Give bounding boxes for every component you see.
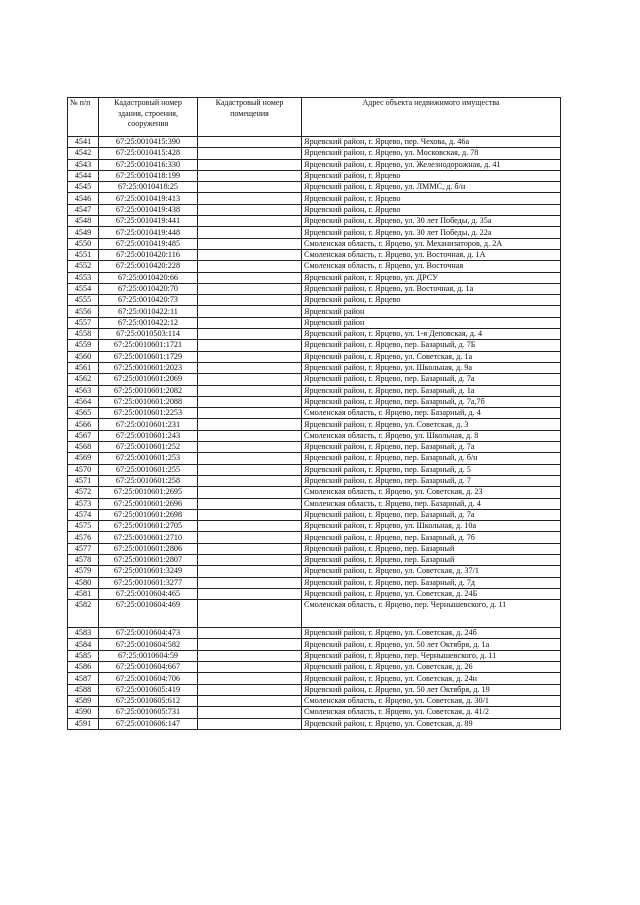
property-address: Ярцевский район, г. Ярцево, ул. Советская, д. 24б xyxy=(302,628,561,639)
building-cadastral-number: 67:25:0010416:330 xyxy=(99,159,198,170)
row-number: 4551 xyxy=(68,249,99,260)
building-cadastral-number: 67:25:0010415:390 xyxy=(99,137,198,148)
property-address: Смоленская область, г. Ярцево, пер. Базарный, д. 4 xyxy=(302,498,561,509)
building-cadastral-number: 67:25:0010604:667 xyxy=(99,662,198,673)
row-number: 4582 xyxy=(68,600,99,628)
table-row xyxy=(68,532,561,543)
row-number: 4573 xyxy=(68,498,99,509)
table-row xyxy=(68,718,561,729)
room-cadastral-number xyxy=(198,577,302,588)
property-address: Ярцевский район, г. Ярцево, ул. Школьная, д. 10а xyxy=(302,521,561,532)
table-row xyxy=(68,148,561,159)
property-address: Ярцевский район, г. Ярцево, ул. Восточная, д. 1а xyxy=(302,283,561,294)
row-number: 4560 xyxy=(68,351,99,362)
room-cadastral-number xyxy=(198,148,302,159)
building-cadastral-number: 67:25:0010419:448 xyxy=(99,227,198,238)
room-cadastral-number xyxy=(198,628,302,639)
room-cadastral-number xyxy=(198,498,302,509)
building-cadastral-number: 67:25:0010420:116 xyxy=(99,249,198,260)
property-address: Ярцевский район, г. Ярцево, ул. Московская, д. 78 xyxy=(302,148,561,159)
row-number: 4546 xyxy=(68,193,99,204)
room-cadastral-number xyxy=(198,521,302,532)
property-address: Ярцевский район, г. Ярцево, пер. Базарный, д. 7б xyxy=(302,532,561,543)
building-cadastral-number: 67:25:0010422:12 xyxy=(99,317,198,328)
header-number: № п/п xyxy=(68,98,99,137)
building-cadastral-number: 67:25:0010604:469 xyxy=(99,600,198,628)
property-address: Ярцевский район, г. Ярцево, ул. ЛММС, д. б/н xyxy=(302,182,561,193)
building-cadastral-number: 67:25:0010503:114 xyxy=(99,329,198,340)
table-row xyxy=(68,600,561,628)
row-number: 4574 xyxy=(68,509,99,520)
table-row xyxy=(68,509,561,520)
property-address: Ярцевский район, г. Ярцево, пер. Базарный xyxy=(302,543,561,554)
row-number: 4544 xyxy=(68,170,99,181)
row-number: 4567 xyxy=(68,430,99,441)
property-address: Ярцевский район, г. Ярцево, пер. Базарный, д. 7а xyxy=(302,374,561,385)
building-cadastral-number: 67:25:0010419:438 xyxy=(99,204,198,215)
room-cadastral-number xyxy=(198,159,302,170)
table-row xyxy=(68,182,561,193)
room-cadastral-number xyxy=(198,650,302,661)
property-address: Ярцевский район, г. Ярцево, пер. Базарный, д. 7а xyxy=(302,442,561,453)
room-cadastral-number xyxy=(198,566,302,577)
room-cadastral-number xyxy=(198,193,302,204)
property-address: Ярцевский район, г. Ярцево, ул. 30 лет Победы, д. 22а xyxy=(302,227,561,238)
table-row xyxy=(68,707,561,718)
property-address: Ярцевский район, г. Ярцево, пер. Базарный, д. 1а xyxy=(302,385,561,396)
property-address: Ярцевский район, г. Ярцево, ул. Советская, д. 24н xyxy=(302,673,561,684)
row-number: 4586 xyxy=(68,662,99,673)
building-cadastral-number: 67:25:0010420:73 xyxy=(99,295,198,306)
room-cadastral-number xyxy=(198,238,302,249)
room-cadastral-number xyxy=(198,453,302,464)
room-cadastral-number xyxy=(198,554,302,565)
room-cadastral-number xyxy=(198,695,302,706)
property-address: Ярцевский район, г. Ярцево, ул. ДРСУ xyxy=(302,272,561,283)
room-cadastral-number xyxy=(198,351,302,362)
row-number: 4569 xyxy=(68,453,99,464)
room-cadastral-number xyxy=(198,673,302,684)
table-row xyxy=(68,662,561,673)
table-row xyxy=(68,385,561,396)
building-cadastral-number: 67:25:0010605:419 xyxy=(99,684,198,695)
row-number: 4543 xyxy=(68,159,99,170)
row-number: 4552 xyxy=(68,261,99,272)
room-cadastral-number xyxy=(198,707,302,718)
building-cadastral-number: 67:25:0010601:252 xyxy=(99,442,198,453)
table-row xyxy=(68,554,561,565)
building-cadastral-number: 67:25:0010601:253 xyxy=(99,453,198,464)
property-address: Ярцевский район, г. Ярцево xyxy=(302,170,561,181)
room-cadastral-number xyxy=(198,340,302,351)
table-row xyxy=(68,639,561,650)
property-address: Ярцевский район, г. Ярцево, ул. Школьная, д. 9а xyxy=(302,362,561,373)
table-row xyxy=(68,362,561,373)
table-row xyxy=(68,238,561,249)
row-number: 4555 xyxy=(68,295,99,306)
table-row xyxy=(68,340,561,351)
building-cadastral-number: 67:25:0010419:485 xyxy=(99,238,198,249)
property-address: Ярцевский район, г. Ярцево, пер. Базарный, д. 7а,7б xyxy=(302,396,561,407)
table-row xyxy=(68,628,561,639)
property-address: Ярцевский район, г. Ярцево, ул. 50 лет Октября, д. 1а xyxy=(302,639,561,650)
building-cadastral-number: 67:25:0010601:2082 xyxy=(99,385,198,396)
property-address: Ярцевский район xyxy=(302,317,561,328)
building-cadastral-number: 67:25:0010420:228 xyxy=(99,261,198,272)
property-address: Смоленская область, г. Ярцево, ул. Советская, д. 30/1 xyxy=(302,695,561,706)
table-row xyxy=(68,204,561,215)
table-row xyxy=(68,351,561,362)
property-address: Ярцевский район, г. Ярцево, ул. Советская, д. 26 xyxy=(302,662,561,673)
building-cadastral-number: 67:25:0010415:428 xyxy=(99,148,198,159)
building-cadastral-number: 67:25:0010418:199 xyxy=(99,170,198,181)
building-cadastral-number: 67:25:0010604:59 xyxy=(99,650,198,661)
table-row xyxy=(68,249,561,260)
room-cadastral-number xyxy=(198,374,302,385)
table-row xyxy=(68,295,561,306)
property-address: Ярцевский район, г. Ярцево, ул. Советская, д. 24Б xyxy=(302,588,561,599)
building-cadastral-number: 67:25:0010601:231 xyxy=(99,419,198,430)
building-cadastral-number: 67:25:0010601:2710 xyxy=(99,532,198,543)
building-cadastral-number: 67:25:0010419:441 xyxy=(99,216,198,227)
building-cadastral-number: 67:25:0010419:413 xyxy=(99,193,198,204)
property-address: Ярцевский район, г. Ярцево, пер. Базарный, д. 5 xyxy=(302,464,561,475)
room-cadastral-number xyxy=(198,600,302,628)
row-number: 4568 xyxy=(68,442,99,453)
row-number: 4553 xyxy=(68,272,99,283)
room-cadastral-number xyxy=(198,306,302,317)
room-cadastral-number xyxy=(198,283,302,294)
table-row xyxy=(68,227,561,238)
building-cadastral-number: 67:25:0010601:3277 xyxy=(99,577,198,588)
property-address: Смоленская область, г. Ярцево, ул. Восточная xyxy=(302,261,561,272)
table-row xyxy=(68,193,561,204)
row-number: 4549 xyxy=(68,227,99,238)
room-cadastral-number xyxy=(198,261,302,272)
header-address: Адрес объекта недвижимого имущества xyxy=(302,98,561,137)
building-cadastral-number: 67:25:0010601:2253 xyxy=(99,408,198,419)
table-row xyxy=(68,566,561,577)
property-address: Ярцевский район, г. Ярцево xyxy=(302,193,561,204)
property-address: Смоленская область, г. Ярцево, ул. Школьная, д. 8 xyxy=(302,430,561,441)
building-cadastral-number: 67:25:0010601:3249 xyxy=(99,566,198,577)
property-address: Смоленская область, г. Ярцево, ул. Советская, д. 23 xyxy=(302,487,561,498)
building-cadastral-number: 67:25:0010605:612 xyxy=(99,695,198,706)
room-cadastral-number xyxy=(198,204,302,215)
table-row xyxy=(68,306,561,317)
building-cadastral-number: 67:25:0010604:473 xyxy=(99,628,198,639)
building-cadastral-number: 67:25:0010601:2806 xyxy=(99,543,198,554)
row-number: 4548 xyxy=(68,216,99,227)
room-cadastral-number xyxy=(198,532,302,543)
room-cadastral-number xyxy=(198,684,302,695)
table-header xyxy=(68,98,561,137)
property-address: Ярцевский район xyxy=(302,306,561,317)
table-row xyxy=(68,396,561,407)
building-cadastral-number: 67:25:0010601:2698 xyxy=(99,509,198,520)
row-number: 4590 xyxy=(68,707,99,718)
row-number: 4563 xyxy=(68,385,99,396)
property-address: Смоленская область, г. Ярцево, ул. Механизаторов, д. 2А xyxy=(302,238,561,249)
room-cadastral-number xyxy=(198,396,302,407)
property-address: Смоленская область, г. Ярцево, пер. Чернышевского, д. 11 xyxy=(302,600,561,628)
property-address: Ярцевский район, г. Ярцево, ул. 1-я Деповская, д. 4 xyxy=(302,329,561,340)
row-number: 4579 xyxy=(68,566,99,577)
room-cadastral-number xyxy=(198,329,302,340)
room-cadastral-number xyxy=(198,385,302,396)
table-row xyxy=(68,283,561,294)
property-address: Ярцевский район, г. Ярцево, ул. Советская, д. 37/1 xyxy=(302,566,561,577)
building-cadastral-number: 67:25:0010601:2023 xyxy=(99,362,198,373)
building-cadastral-number: 67:25:0010422:11 xyxy=(99,306,198,317)
row-number: 4570 xyxy=(68,464,99,475)
room-cadastral-number xyxy=(198,295,302,306)
row-number: 4545 xyxy=(68,182,99,193)
table-row xyxy=(68,487,561,498)
table-row xyxy=(68,170,561,181)
row-number: 4587 xyxy=(68,673,99,684)
table-row xyxy=(68,374,561,385)
row-number: 4588 xyxy=(68,684,99,695)
row-number: 4577 xyxy=(68,543,99,554)
room-cadastral-number xyxy=(198,362,302,373)
table-row xyxy=(68,430,561,441)
table-row xyxy=(68,261,561,272)
building-cadastral-number: 67:25:0010601:258 xyxy=(99,475,198,486)
room-cadastral-number xyxy=(198,509,302,520)
row-number: 4547 xyxy=(68,204,99,215)
room-cadastral-number xyxy=(198,430,302,441)
room-cadastral-number xyxy=(198,408,302,419)
property-address: Ярцевский район, г. Ярцево, ул. Советская, д. 1а xyxy=(302,351,561,362)
building-cadastral-number: 67:25:0010420:70 xyxy=(99,283,198,294)
row-number: 4572 xyxy=(68,487,99,498)
building-cadastral-number: 67:25:0010601:255 xyxy=(99,464,198,475)
row-number: 4589 xyxy=(68,695,99,706)
row-number: 4559 xyxy=(68,340,99,351)
building-cadastral-number: 67:25:0010601:2069 xyxy=(99,374,198,385)
row-number: 4571 xyxy=(68,475,99,486)
building-cadastral-number: 67:25:0010601:243 xyxy=(99,430,198,441)
row-number: 4575 xyxy=(68,521,99,532)
row-number: 4561 xyxy=(68,362,99,373)
building-cadastral-number: 67:25:0010601:2696 xyxy=(99,498,198,509)
table-row xyxy=(68,695,561,706)
row-number: 4550 xyxy=(68,238,99,249)
table-body xyxy=(68,137,561,730)
room-cadastral-number xyxy=(198,137,302,148)
property-address: Ярцевский район, г. Ярцево, пер. Базарный, д. 7д xyxy=(302,577,561,588)
table-row xyxy=(68,272,561,283)
property-address: Ярцевский район, г. Ярцево, пер. Чехова, д. 46а xyxy=(302,137,561,148)
room-cadastral-number xyxy=(198,464,302,475)
table-row xyxy=(68,475,561,486)
table-row xyxy=(68,453,561,464)
room-cadastral-number xyxy=(198,543,302,554)
table-row xyxy=(68,317,561,328)
property-address: Смоленская область, г. Ярцево, ул. Восточная, д. 1А xyxy=(302,249,561,260)
table-row xyxy=(68,684,561,695)
row-number: 4556 xyxy=(68,306,99,317)
row-number: 4554 xyxy=(68,283,99,294)
property-address: Ярцевский район, г. Ярцево, ул. Советская, д. 3 xyxy=(302,419,561,430)
table-row xyxy=(68,588,561,599)
property-address: Ярцевский район, г. Ярцево, пер. Базарный xyxy=(302,554,561,565)
building-cadastral-number: 67:25:0010605:731 xyxy=(99,707,198,718)
header-row xyxy=(68,98,561,137)
building-cadastral-number: 67:25:0010604:706 xyxy=(99,673,198,684)
property-address: Ярцевский район, г. Ярцево, пер. Базарный, д. 7а xyxy=(302,509,561,520)
header-building-cadastral-number: Кадастровый номер здания, строения, сооружения xyxy=(99,98,198,137)
row-number: 4557 xyxy=(68,317,99,328)
building-cadastral-number: 67:25:0010601:2695 xyxy=(99,487,198,498)
property-address: Ярцевский район, г. Ярцево xyxy=(302,204,561,215)
room-cadastral-number xyxy=(198,317,302,328)
table-row xyxy=(68,577,561,588)
row-number: 4583 xyxy=(68,628,99,639)
header-room-cadastral-number: Кадастровый номер помещения xyxy=(198,98,302,137)
property-address: Ярцевский район, г. Ярцево, пер. Чернышевского, д. 11 xyxy=(302,650,561,661)
property-address: Ярцевский район, г. Ярцево, ул. Советская, д. 89 xyxy=(302,718,561,729)
building-cadastral-number: 67:25:0010420:66 xyxy=(99,272,198,283)
room-cadastral-number xyxy=(198,442,302,453)
row-number: 4558 xyxy=(68,329,99,340)
room-cadastral-number xyxy=(198,718,302,729)
table-row xyxy=(68,137,561,148)
building-cadastral-number: 67:25:0010601:2705 xyxy=(99,521,198,532)
room-cadastral-number xyxy=(198,419,302,430)
table-row xyxy=(68,464,561,475)
building-cadastral-number: 67:25:0010606:147 xyxy=(99,718,198,729)
property-address: Ярцевский район, г. Ярцево xyxy=(302,295,561,306)
table-row xyxy=(68,408,561,419)
property-address: Ярцевский район, г. Ярцево, пер. Базарный, д. 7Б xyxy=(302,340,561,351)
room-cadastral-number xyxy=(198,216,302,227)
row-number: 4562 xyxy=(68,374,99,385)
table-row xyxy=(68,329,561,340)
building-cadastral-number: 67:25:0010604:582 xyxy=(99,639,198,650)
property-address: Ярцевский район, г. Ярцево, пер. Базарный, д. б/н xyxy=(302,453,561,464)
building-cadastral-number: 67:25:0010601:1729 xyxy=(99,351,198,362)
table-row xyxy=(68,159,561,170)
room-cadastral-number xyxy=(198,170,302,181)
building-cadastral-number: 67:25:0010601:2807 xyxy=(99,554,198,565)
table-row xyxy=(68,650,561,661)
property-address: Ярцевский район, г. Ярцево, ул. 30 лет Победы, д. 35а xyxy=(302,216,561,227)
property-address: Ярцевский район, г. Ярцево, пер. Базарный, д. 7 xyxy=(302,475,561,486)
table-row xyxy=(68,216,561,227)
room-cadastral-number xyxy=(198,588,302,599)
table-row xyxy=(68,543,561,554)
row-number: 4581 xyxy=(68,588,99,599)
table-row xyxy=(68,673,561,684)
row-number: 4585 xyxy=(68,650,99,661)
property-register-table xyxy=(67,97,561,730)
building-cadastral-number: 67:25:0010418:25 xyxy=(99,182,198,193)
building-cadastral-number: 67:25:0010601:2088 xyxy=(99,396,198,407)
table-row xyxy=(68,442,561,453)
row-number: 4564 xyxy=(68,396,99,407)
row-number: 4542 xyxy=(68,148,99,159)
room-cadastral-number xyxy=(198,272,302,283)
table-row xyxy=(68,498,561,509)
row-number: 4584 xyxy=(68,639,99,650)
room-cadastral-number xyxy=(198,475,302,486)
room-cadastral-number xyxy=(198,639,302,650)
room-cadastral-number xyxy=(198,662,302,673)
room-cadastral-number xyxy=(198,182,302,193)
room-cadastral-number xyxy=(198,227,302,238)
row-number: 4591 xyxy=(68,718,99,729)
row-number: 4576 xyxy=(68,532,99,543)
room-cadastral-number xyxy=(198,487,302,498)
row-number: 4541 xyxy=(68,137,99,148)
building-cadastral-number: 67:25:0010601:1721 xyxy=(99,340,198,351)
table-row xyxy=(68,521,561,532)
row-number: 4580 xyxy=(68,577,99,588)
row-number: 4565 xyxy=(68,408,99,419)
table-row xyxy=(68,419,561,430)
property-address: Ярцевский район, г. Ярцево, ул. Железнодорожная, д. 41 xyxy=(302,159,561,170)
property-address: Ярцевский район, г. Ярцево, ул. 50 лет Октября, д. 19 xyxy=(302,684,561,695)
room-cadastral-number xyxy=(198,249,302,260)
row-number: 4566 xyxy=(68,419,99,430)
row-number: 4578 xyxy=(68,554,99,565)
building-cadastral-number: 67:25:0010604:465 xyxy=(99,588,198,599)
property-address: Смоленская область, г. Ярцево, пер. Базарный, д. 4 xyxy=(302,408,561,419)
property-address: Смоленская область, г. Ярцево, ул. Советская, д. 41/2 xyxy=(302,707,561,718)
